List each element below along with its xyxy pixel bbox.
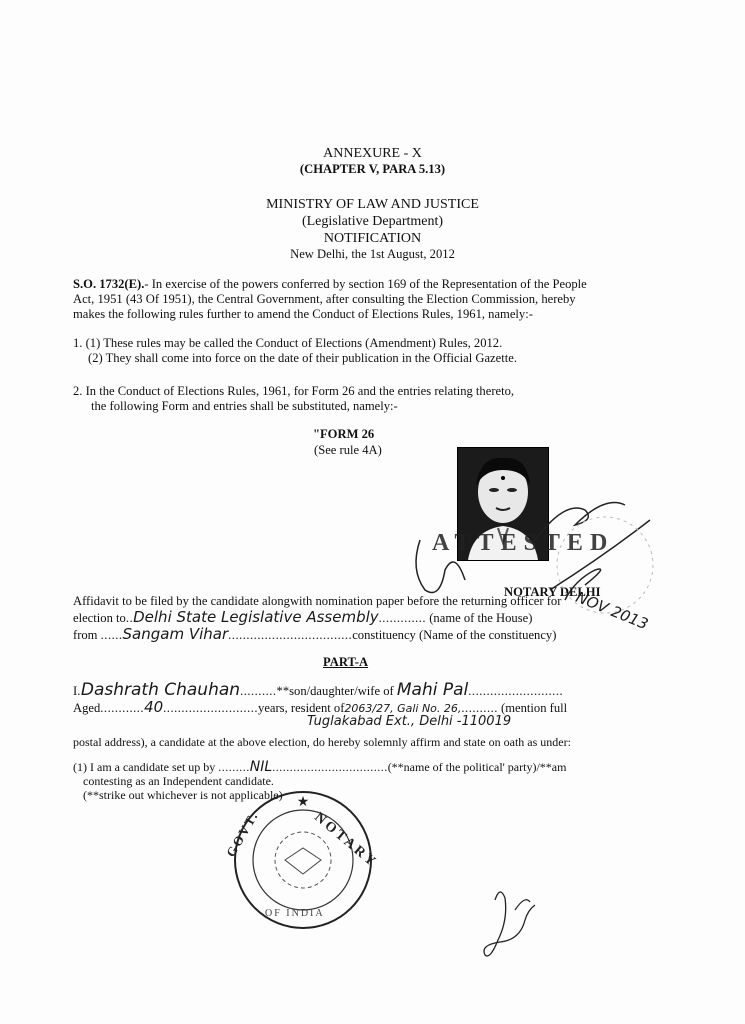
notary-date-note: NOV 2013 [573,588,651,634]
father-name: Mahi Pal [396,680,469,700]
age-value: 40 [144,698,164,716]
address-value-2: Tuglakabad Ext., Delhi -110019 [307,714,512,729]
rule-1-number: 1. (1) [73,336,101,350]
constituency-value: Sangam Vihar [122,625,229,643]
item-1-label: (1) I am a candidate set up by [73,760,216,774]
affidavit-line-3: from ......Sangam Vihar..................................constituency (Name of the constituency) [73,625,557,643]
rule-2-line-2: the following Form and entries shall be substituted, namely:- [91,399,398,413]
election-to-label: election to [73,611,126,625]
place-date: New Delhi, the 1st August, 2012 [290,247,455,261]
election-house-value: Delhi State Legislative Assembly [133,608,379,626]
rule-1-text-1: These rules may be called the Conduct of Elections (Amendment) Rules, 2012. [103,336,503,350]
ministry-title: MINISTRY OF LAW AND JUSTICE [266,197,479,212]
address-value-1: 2063/27, Gali No. 26, [344,702,462,715]
so-line-1: - In exercise of the powers conferred by section 169 of the Representation of the People [144,277,587,291]
so-line-2: Act, 1951 (43 Of 1951), the Central Government, after consulting the Election Commission, hereby [73,292,576,306]
chapter-reference: (CHAPTER V, PARA 5.13) [299,162,446,176]
rule-1 [73,336,703,366]
from-label: from [73,628,98,642]
postal-address-line: postal address), a candidate at the above election, do hereby solemnly affirm and state on oath as under: [73,735,571,749]
notary-stamp: NOTARY DELHI [504,585,601,599]
rule-2-line-1: In the Conduct of Elections Rules, 1961, for Form 26 and the entries relating thereto, [85,384,515,398]
so-reference: S.O. 1732(E). [73,277,145,291]
seal-india-text: OF INDIA [265,908,325,919]
so-paragraph [73,277,703,322]
candidate-name: Dashrath Chauhan [80,680,241,700]
seal-govt-text: GOVT. [223,808,262,860]
rule-2 [73,384,703,414]
rule-1-subnumber: (2) [88,351,103,365]
candidate-signature-icon [470,880,550,970]
party-value: NIL [249,759,273,775]
so-line-3: makes the following rules further to amend the Conduct of Elections Rules, 1961, namely:- [73,307,533,321]
mention-label: (mention full [501,701,568,715]
strike-note: (**strike out whichever is not applicable) [83,788,283,802]
svg-text:★: ★ [296,795,310,810]
aged-label: Aged [73,701,101,715]
item-1-line: (1) I am a candidate set up by .........NIL.................................(**name of the political' party)/**am [73,759,567,775]
affidavit-line-2: election to..Delhi State Legislative Assembly............. (name of the House) [73,608,533,626]
name-line: I.Dashrath Chauhan..........**son/daughter/wife of Mahi Pal.......................... [73,680,564,700]
department-title: (Legislative Department) [301,214,444,229]
rule-2-number: 2. [73,384,83,398]
annexure-title: ANNEXURE - X [323,146,422,161]
years-label: years, resident of [258,701,345,715]
item-1-line-2: contesting as an Independent candidate. [83,774,274,788]
house-label: (name of the House) [429,611,533,625]
notary-seal [213,790,393,930]
form-title: "FORM 26 [313,427,375,441]
rule-1-text-2: They shall come into force on the date of their publication in the Official Gazette. [105,351,517,365]
i-label: I [73,684,78,698]
age-line: Aged............40..........................years, resident of2063/27, Gali No. 26,.......... (mention full [73,698,568,716]
relation-label: **son/daughter/wife of [276,684,394,698]
attested-stamp: ATTESTED [432,530,615,556]
notification-title: NOTIFICATION [323,231,422,246]
seal-notary-text: NOTARY [311,810,381,872]
part-a-title: PART-A [323,655,369,669]
constituency-label: constituency (Name of the constituency) [352,628,557,642]
affidavit-line-1: Affidavit to be filed by the candidate alongwith nomination paper before the returning officer for [73,594,562,608]
form-rule: (See rule 4A) [314,443,382,457]
item-1-tail: (**name of the political' party)/**am [387,760,567,774]
